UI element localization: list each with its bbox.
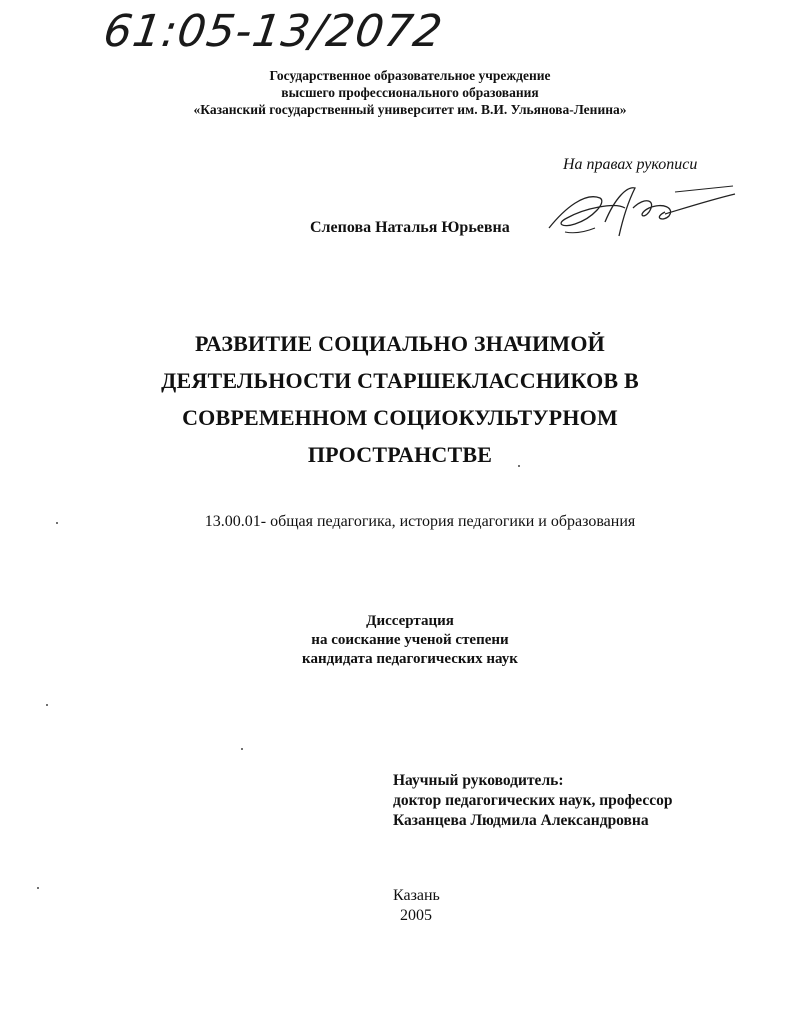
supervisor-name: Казанцева Людмила Александровна: [393, 812, 649, 829]
institution-header: [150, 67, 670, 118]
dissertation-title: [120, 325, 680, 473]
degree-line-3: кандидата педагогических наук: [302, 651, 518, 667]
title-line: ПРОСТРАНСТВЕ: [307, 442, 493, 467]
supervisor-credentials: доктор педагогических наук, профессор: [393, 792, 673, 809]
scan-speck: [46, 704, 48, 706]
supervisor-label: Научный руководитель:: [393, 772, 564, 789]
author-name: Слепова Наталья Юрьевна: [310, 219, 510, 236]
scan-speck: [518, 465, 520, 467]
institution-line-1: Государственное образовательное учреждение: [269, 68, 551, 83]
degree-line-1: Диссертация: [366, 613, 454, 629]
scan-speck: [37, 887, 39, 889]
institution-line-2: высшего профессионального образования: [281, 85, 539, 100]
scan-speck: [241, 748, 243, 750]
scientific-supervisor: [393, 771, 672, 831]
title-line: ДЕЯТЕЛЬНОСТИ СТАРШЕКЛАССНИКОВ В: [161, 368, 639, 393]
archive-stamp-number: 61:05-13/2072: [100, 6, 447, 57]
title-line: СОВРЕМЕННОМ СОЦИОКУЛЬТУРНОМ: [182, 405, 618, 430]
manuscript-rights-note: На правах рукописи: [563, 156, 698, 173]
title-line: РАЗВИТИЕ СОЦИАЛЬНО ЗНАЧИМОЙ: [194, 331, 605, 356]
city: Казань: [393, 887, 440, 904]
year: 2005: [400, 907, 432, 924]
specialty-code: 13.00.01- общая педагогика, история педагогики и образования: [204, 513, 636, 530]
signature-icon: [545, 178, 740, 240]
scan-speck: [56, 522, 58, 524]
degree-line-2: на соискание ученой степени: [311, 632, 509, 648]
place-and-year: [393, 886, 440, 926]
degree-statement: [200, 612, 620, 669]
institution-line-3: «Казанский государственный университет им. В.И. Ульянова-Ленина»: [193, 102, 627, 117]
